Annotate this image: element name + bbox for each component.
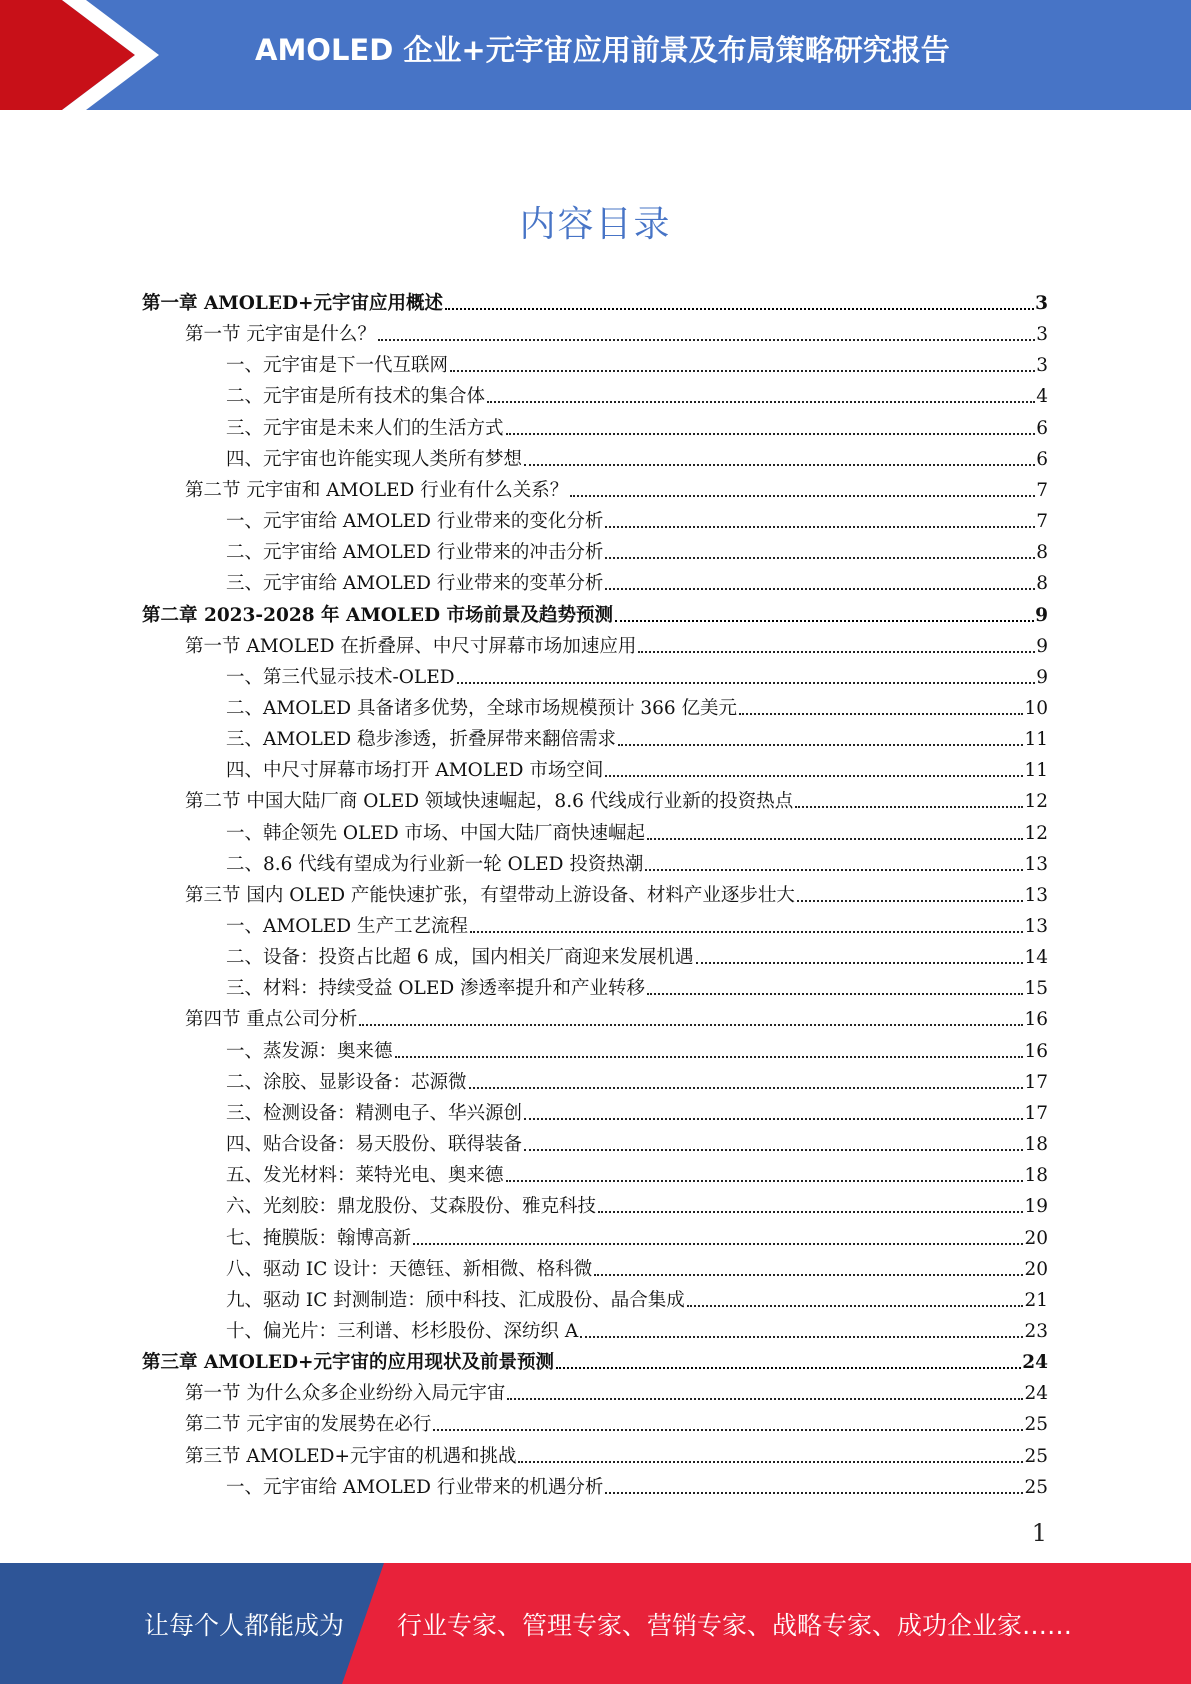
toc-dot-leader — [618, 743, 1023, 746]
toc-entry-page: 14 — [1024, 947, 1048, 969]
toc-dot-leader — [524, 463, 1035, 466]
toc-entry-page: 11 — [1024, 729, 1048, 751]
toc-entry[interactable] — [226, 721, 1048, 752]
footer-band — [0, 1563, 1191, 1684]
toc-entry-page: 24 — [1024, 1383, 1048, 1405]
toc-entry[interactable] — [185, 1438, 1048, 1469]
toc-entry-title: 四、贴合设备：易天股份、联得装备 — [226, 1134, 523, 1156]
toc-entry[interactable] — [226, 410, 1048, 441]
toc-dot-leader — [594, 1273, 1023, 1276]
toc-entry[interactable] — [226, 1064, 1048, 1095]
toc-entry-page: 3 — [1036, 355, 1048, 377]
toc-entry-page: 25 — [1024, 1445, 1048, 1467]
toc-entry-page: 7 — [1036, 479, 1048, 501]
toc-entry-page: 13 — [1024, 916, 1048, 937]
toc-entry-title: 第三节 国内 OLED 产能快速扩张，有望带动上游设备、材料产业逐步壮大 — [185, 884, 795, 906]
toc-dot-leader — [647, 992, 1023, 995]
toc-entry-page: 3 — [1036, 324, 1048, 346]
toc-entry[interactable] — [226, 1188, 1048, 1219]
toc-entry-page: 9 — [1036, 635, 1048, 657]
toc-dot-leader — [507, 1397, 1023, 1400]
toc-entry[interactable] — [142, 285, 1048, 316]
toc-entry-title: 三、AMOLED 稳步渗透，折叠屏带来翻倍需求 — [226, 729, 616, 751]
toc-dot-leader — [605, 1491, 1023, 1494]
toc-dot-leader — [506, 1179, 1024, 1182]
toc-entry[interactable] — [185, 1406, 1048, 1437]
toc-entry-page: 6 — [1036, 448, 1048, 470]
toc-entry[interactable] — [185, 472, 1048, 503]
toc-dot-leader — [506, 432, 1036, 435]
toc-entry-title: 一、蒸发源：奥来德 — [226, 1040, 393, 1062]
toc-entry-title: 十、偏光片：三利谱、杉杉股份、深纺织 A — [226, 1320, 579, 1342]
toc-entry-page: 19 — [1024, 1196, 1048, 1218]
toc-entry-title: 一、元宇宙给 AMOLED 行业带来的变化分析 — [226, 511, 604, 533]
footer-slogan-left: 让每个人都能成为 — [144, 1611, 345, 1640]
toc-entry[interactable] — [226, 1033, 1048, 1064]
toc-entry-title: 第四节 重点公司分析 — [185, 1009, 358, 1031]
toc-entry-title: 四、元宇宙也许能实现人类所有梦想 — [226, 448, 523, 470]
toc-entry[interactable] — [226, 503, 1048, 534]
toc-entry-title: 一、元宇宙给 AMOLED 行业带来的机遇分析 — [226, 1476, 604, 1498]
toc-entry[interactable] — [226, 565, 1048, 596]
toc-entry-page: 11 — [1024, 760, 1048, 782]
toc-entry-title: 二、8.6 代线有望成为行业新一轮 OLED 投资热潮 — [226, 853, 644, 875]
toc-entry-title: 一、AMOLED 生产工艺流程 — [226, 916, 468, 937]
toc-dot-leader — [739, 712, 1023, 715]
toc-dot-leader — [638, 650, 1035, 653]
toc-entry[interactable] — [185, 1375, 1048, 1406]
toc-entry-title: 八、驱动 IC 设计：天德钰、新相微、格科微 — [226, 1258, 593, 1280]
toc-entry[interactable] — [226, 908, 1048, 939]
toc-entry-title: 二、元宇宙是所有技术的集合体 — [226, 386, 486, 408]
toc-dot-leader — [605, 774, 1023, 777]
toc-entry-title: 六、光刻胶：鼎龙股份、艾森股份、雅克科技 — [226, 1196, 597, 1218]
page-number: 1 — [1031, 1519, 1047, 1547]
toc-entry[interactable] — [226, 1313, 1048, 1344]
toc-entry-title: 一、第三代显示技术-OLED — [226, 666, 455, 688]
toc-dot-leader — [605, 587, 1035, 590]
toc-entry[interactable] — [226, 970, 1048, 1001]
toc-entry-title: 第二节 元宇宙和 AMOLED 行业有什么关系？ — [185, 479, 569, 501]
toc-entry[interactable] — [226, 534, 1048, 565]
toc-dot-leader — [524, 1117, 1023, 1120]
toc-entry-title: 二、涂胶、显影设备：芯源微 — [226, 1071, 467, 1093]
toc-dot-leader — [696, 961, 1024, 964]
toc-entry[interactable] — [226, 347, 1048, 378]
toc-entry-title: 三、元宇宙是未来人们的生活方式 — [226, 417, 504, 439]
toc-entry[interactable] — [185, 1001, 1048, 1032]
toc-dot-leader — [598, 1210, 1023, 1213]
toc-entry-page: 6 — [1036, 417, 1048, 439]
toc-dot-leader — [687, 1304, 1024, 1307]
toc-dot-leader — [413, 1242, 1023, 1245]
toc-dot-leader — [556, 1366, 1021, 1369]
toc-entry[interactable] — [226, 690, 1048, 721]
toc-entry[interactable] — [226, 659, 1048, 690]
toc-entry-page: 16 — [1024, 1040, 1048, 1062]
toc-dot-leader — [645, 868, 1023, 871]
toc-entry[interactable] — [185, 877, 1048, 908]
toc-entry-title: 第二节 元宇宙的发展势在必行 — [185, 1414, 432, 1436]
toc-entry-page: 20 — [1024, 1227, 1048, 1249]
toc-entry-title: 二、元宇宙给 AMOLED 行业带来的冲击分析 — [226, 542, 604, 564]
toc-dot-leader — [487, 400, 1035, 403]
toc-entry-page: 25 — [1024, 1476, 1048, 1498]
toc-dot-leader — [570, 494, 1035, 497]
toc-entry-page: 20 — [1024, 1258, 1048, 1280]
toc-heading: 内容目录 — [519, 204, 672, 245]
toc-entry[interactable] — [226, 378, 1048, 409]
toc-dot-leader — [605, 525, 1035, 528]
toc-entry[interactable] — [226, 846, 1048, 877]
toc-entry-title: 第三节 AMOLED+元宇宙的机遇和挑战 — [185, 1445, 517, 1467]
toc-entry[interactable] — [226, 1251, 1048, 1282]
toc-entry-title: 第二节 中国大陆厂商 OLED 领域快速崛起，8.6 代线成行业新的投资热点 — [185, 791, 794, 813]
toc-dot-leader — [524, 1148, 1023, 1151]
toc-entry-title: 七、掩膜版：翰博高新 — [226, 1227, 412, 1249]
toc-entry[interactable] — [226, 441, 1048, 472]
toc-entry-title: 第一节 为什么众多企业纷纷入局元宇宙 — [185, 1383, 506, 1405]
toc-entry[interactable] — [226, 1126, 1048, 1157]
toc-entry-page: 21 — [1024, 1289, 1048, 1311]
toc-dot-leader — [605, 556, 1035, 559]
toc-entry[interactable] — [185, 316, 1048, 347]
toc-entry-page: 18 — [1024, 1134, 1048, 1156]
toc-entry-page: 17 — [1024, 1071, 1048, 1093]
toc-entry-title: 一、韩企领先 OLED 市场、中国大陆厂商快速崛起 — [226, 822, 646, 844]
toc-entry-page: 8 — [1036, 573, 1048, 595]
toc-entry-page: 9 — [1035, 604, 1048, 626]
toc-dot-leader — [795, 805, 1023, 808]
toc-entry-title: 二、AMOLED 具备诸多优势，全球市场规模预计 366 亿美元 — [226, 697, 738, 719]
toc-entry-title: 一、元宇宙是下一代互联网 — [226, 355, 449, 377]
toc-entry-page: 15 — [1024, 978, 1048, 1000]
footer-slogan-right: 行业专家、管理专家、营销专家、战略专家、成功企业家…… — [397, 1611, 1073, 1640]
toc-dot-leader — [378, 338, 1035, 341]
toc-entry-title: 二、设备：投资占比超 6 成，国内相关厂商迎来发展机遇 — [226, 947, 694, 969]
toc-entry-title: 第二章 2023-2028 年 AMOLED 市场前景及趋势预测 — [142, 604, 614, 626]
toc-entry-title: 第三章 AMOLED+元宇宙的应用现状及前景预测 — [142, 1352, 555, 1374]
toc-dot-leader — [647, 837, 1023, 840]
toc-entry-page: 8 — [1036, 542, 1048, 564]
toc-dot-leader — [470, 930, 1023, 933]
toc-entry-title: 三、元宇宙给 AMOLED 行业带来的变革分析 — [226, 573, 604, 595]
toc-dot-leader — [433, 1428, 1023, 1431]
toc-entry[interactable] — [226, 1220, 1048, 1251]
toc-entry-page: 12 — [1024, 822, 1048, 844]
toc-entry[interactable] — [226, 939, 1048, 970]
toc-entry-title: 第一章 AMOLED+元宇宙应用概述 — [142, 293, 444, 314]
toc-entry[interactable] — [226, 752, 1048, 783]
toc-entry-page: 18 — [1024, 1165, 1048, 1187]
toc-entry[interactable] — [226, 1282, 1048, 1313]
toc-entry[interactable] — [226, 815, 1048, 846]
toc-entry-title: 四、中尺寸屏幕市场打开 AMOLED 市场空间 — [226, 760, 604, 782]
toc-entry-page: 13 — [1024, 853, 1048, 875]
toc-entry[interactable] — [142, 597, 1048, 628]
toc-entry-page: 17 — [1024, 1102, 1048, 1124]
toc-dot-leader — [580, 1335, 1023, 1338]
toc-entry-title: 九、驱动 IC 封测制造：颀中科技、汇成股份、晶合集成 — [226, 1289, 685, 1311]
toc-entry-page: 3 — [1035, 293, 1048, 314]
toc-entry-title: 五、发光材料：莱特光电、奥来德 — [226, 1165, 504, 1187]
toc-entry-page: 24 — [1022, 1352, 1048, 1374]
toc-entry[interactable] — [226, 1095, 1048, 1126]
toc-entry-page: 16 — [1024, 1009, 1048, 1031]
toc-entry-title: 三、检测设备：精测电子、华兴源创 — [226, 1102, 523, 1124]
toc-entry[interactable] — [185, 783, 1048, 814]
toc-dot-leader — [797, 899, 1024, 902]
report-title: AMOLED 企业+元宇宙应用前景及布局策略研究报告 — [255, 33, 950, 67]
toc-entry-page: 25 — [1024, 1414, 1048, 1436]
toc-dot-leader — [615, 619, 1034, 622]
toc-entry-page: 7 — [1036, 511, 1048, 533]
toc-dot-leader — [359, 1023, 1023, 1026]
toc-entry-page: 23 — [1024, 1320, 1048, 1342]
toc-entry-page: 13 — [1024, 884, 1048, 906]
toc-dot-leader — [518, 1460, 1023, 1463]
toc-entry[interactable] — [142, 1344, 1048, 1375]
toc-entry-page: 10 — [1024, 697, 1048, 719]
toc-entry-title: 第一节 元宇宙是什么？ — [185, 324, 376, 346]
toc-entry-page: 4 — [1036, 386, 1048, 408]
toc-entry-title: 第一节 AMOLED 在折叠屏、中尺寸屏幕市场加速应用 — [185, 635, 637, 657]
toc-dot-leader — [395, 1055, 1024, 1058]
header-band — [0, 0, 1191, 110]
toc-dot-leader — [469, 1086, 1024, 1089]
toc-dot-leader — [445, 307, 1034, 310]
toc-entry[interactable] — [226, 1469, 1048, 1500]
toc-dot-leader — [457, 681, 1036, 684]
toc-entry-page: 12 — [1024, 791, 1048, 813]
toc-dot-leader — [450, 369, 1035, 372]
toc-entry-title: 三、材料：持续受益 OLED 渗透率提升和产业转移 — [226, 978, 646, 1000]
toc-entry-page: 9 — [1036, 666, 1048, 688]
toc-entry[interactable] — [226, 1157, 1048, 1188]
toc-entry[interactable] — [185, 628, 1048, 659]
